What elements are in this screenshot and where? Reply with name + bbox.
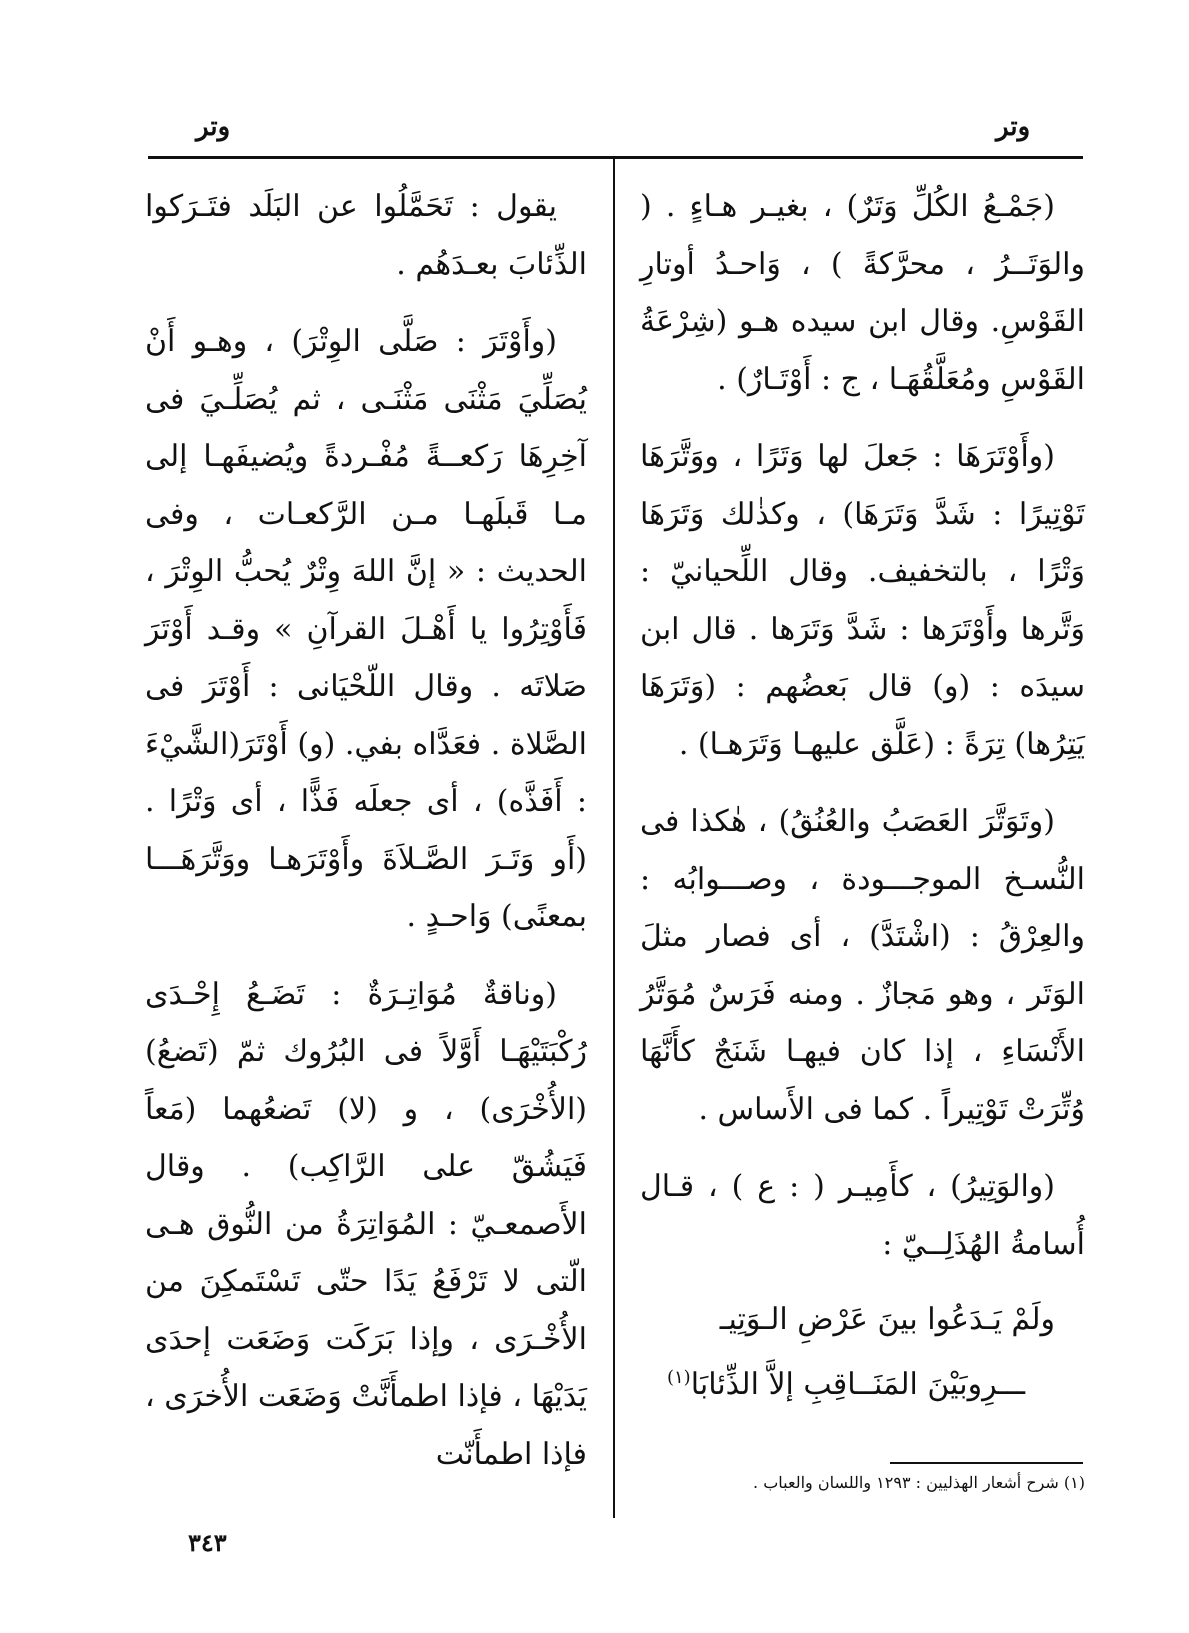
footnote-mark: (١) [666, 1366, 691, 1388]
entry-paragraph: (جَمْـعُ الكُلِّ وَتَرٌ) ، بغيـر هـاءٍ . ( والوَتَــرُ ، محرَّكةً ) ، وَاحـدُ أوتارِ القَوْسِ. وقال ابن سيده هـو (شِرْعَةُ القَوْسِ ومُعَلَّقُهَـا ، ج : أَوْتَـارٌ) . [640, 189, 1085, 397]
running-header-left: وتر [196, 112, 231, 142]
verse-line-first-hemistich: ولَمْ يَـدَعُوا بينَ عَرْضِ الـوَتِيـ [719, 1302, 1055, 1337]
header-rule [148, 156, 1083, 159]
entry-paragraph: يقول : تَحَمَّلُوا عن البَلَد فتَـرَكوا الذِّئابَ بعـدَهُم . [145, 189, 587, 282]
entry-paragraph: (وأَوْتَرَ : صَلَّى الوِتْرَ) ، وهـو أَنْ يُصَلِّيَ مَثْنَى مَثْنَـى ، ثم يُصَلِّـيَ فى آخِرِهَا رَكعــةً مُفْـردةً ويُضيفَهـا إلى مـا قَبلَهـا مـن الرَّكعـات ، وفى الحديث : « إنَّ اللهَ وِتْرٌ يُحبُّ الوِتْرَ ، فَأَوْتِرُوا يا أَهْـلَ القرآنِ » وقـد أَوْتَرَ صَلاتَه . وقال اللّحْيَانى : أَوْتَرَ فى الصَّلاة . فعَدَّاه بفي. (و) أَوْتَرَ(الشَّيْءَ : أَفَذَّه) ، أى جعلَه فَذًّا ، أى وَتْرًا . (أَو وَتَـرَ الصَّـلاَةَ وأَوْتَرَهـا ووَتَّرَهَـــا بمعنًى) وَاحـدٍ . [145, 324, 587, 934]
footnote-rule [890, 1462, 1083, 1464]
column-divider [613, 158, 615, 1518]
entry-paragraph: (وناقةٌ مُوَاتِـرَةٌ : تَضَـعُ إِحْـدَى رُكْبَتَيْهَـا أَوَّلاً فى البُرُوك ثمّ (تَضعُ) (الأُخْرَى) ، و (لا) تَضعُهما (مَعاً فَيَشُقّ على الرَّاكِب) . وقال الأَصمعـيّ : المُوَاتِرَةُ من النُّوق هـى الّتى لا تَرْفَعُ يَدًا حتّى تَسْتَمكِنَ من الأُخْـرَى ، وإذا بَرَكَت وَضَعَت إحدَى يَدَيْهَا ، فإذا اطمأَنَّتْ وَضَعَت الأُخرَى ، فإذا اطمأَنّت [145, 976, 587, 1472]
right-column [640, 178, 1085, 1413]
verse-line-second-hemistich [640, 1349, 1085, 1414]
page-number: ٣٤٣ [188, 1528, 227, 1557]
verse-line-second-text: ـــرِوبَيْنَ المَنَــاقِبِ إلاَّ الذِّئابَا [690, 1366, 1025, 1402]
entry-paragraph: (وتَوَتَّرَ العَصَبُ والعُنُقُ) ، هٰكذا فى النُّسـخ الموجـــودة ، وصـــوابُه : والعِرْقُ : (اشْتَدَّ) ، أى فصار مثلَ الوَتَر ، وهو مَجازٌ . ومنه فَرَسٌ مُوَتَّرُ الأَنْسَاءِ ، إذا كان فيهـا شَنَجٌ كأَنَّهَا وُتِّرَتْ تَوْتِيراً . كما فى الأَساس . [640, 804, 1085, 1127]
poem-verse [640, 1291, 1085, 1413]
entry-paragraph: (والوَتِيرُ) ، كأَمِيـر ( : ع ) ، قـال أُسامةُ الهُذَلِــيّ : [640, 1169, 1085, 1262]
footnote: (١) شرح أشعار الهذليين : ١٢٩٣ واللسان والعباب . [753, 1473, 1085, 1492]
left-column [145, 178, 587, 1483]
entry-paragraph: (وأَوْتَرَهَا : جَعلَ لها وَتَرًا ، ووَتَّرَهَا تَوْتِيرًا : شَدَّ وَتَرَهَا) ، وكذٰلك وَتَرَهَا وَتْرًا ، بالتخفيف. وقال اللِّحيانيّ : وَتَّرها وأَوْتَرَها : شَدَّ وَتَرَها . قال ابن سيدَه : (و) قال بَعضُهم : (وَتَرَهَا يَتِرُها) تِرَةً : (عَلَّق عليهـا وَتَرَهـا) . [640, 439, 1085, 762]
running-header-right: وتر [996, 112, 1031, 142]
